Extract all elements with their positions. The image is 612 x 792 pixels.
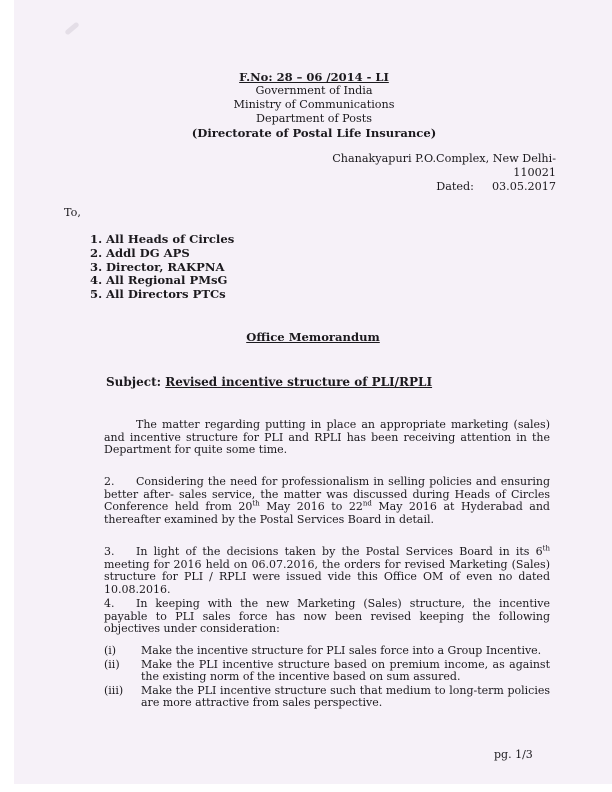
page-number: pg. 1/3	[494, 748, 533, 761]
letterhead	[164, 70, 464, 140]
department-line: Department of Posts	[256, 112, 372, 125]
ministry-line: Ministry of Communications	[233, 98, 395, 111]
recipient-item: 3. Director, RAKPNA	[90, 259, 225, 274]
file-number: F.No: 28 – 06 /2014 - LI	[239, 70, 389, 84]
subject-label: Subject:	[106, 375, 162, 389]
recipient-list	[90, 233, 234, 302]
scan-smudge	[64, 21, 79, 35]
subject-line	[106, 375, 432, 389]
recipient-item: 5. All Directors PTCs	[90, 287, 226, 302]
address-block	[292, 152, 556, 194]
paragraph-2: 2. Considering the need for professionalism in selling policies and ensuring better after- sales service, the matter was discussed during Heads of Circles Conference held from 20th May 2016 to 22nd May 2016 at Hyderabad and thereafter examined by the Postal Services Board in detail.	[104, 475, 550, 526]
recipient-item: 1. All Heads of Circles	[90, 232, 235, 246]
directorate-line: (Directorate of Postal Life Insurance)	[191, 126, 437, 140]
objective-item: (iii) Make the PLI incentive structure such that medium to long-term policies are more attractive from sales perspective.	[104, 683, 550, 710]
paragraph-3: 3. In light of the decisions taken by the Postal Services Board in its 6th meeting for 2016 held on 06.07.2016, the orders for revised Marketing (Sales) structure for PLI / RPLI were issued vide this Office OM of even no dated 10.08.2016.	[104, 544, 550, 596]
dated-label: Dated:	[436, 180, 474, 193]
document-page	[14, 0, 612, 784]
objective-item: (i) Make the incentive structure for PLI sales force into a Group Incentive.	[104, 644, 542, 657]
office-address: Chanakyapuri P.O.Complex, New Delhi-110021	[332, 152, 556, 179]
recipient-item: 2. Addl DG APS	[90, 245, 190, 260]
paragraph-4: 4. In keeping with the new Marketing (Sales) structure, the incentive payable to PLI sales force has now been revised keeping the following objectives under consideration:	[104, 597, 550, 636]
government-line: Government of India	[255, 84, 373, 97]
date-line	[292, 180, 556, 194]
paragraph-1: The matter regarding putting in place an appropriate marketing (sales) and incentive structure for PLI and RPLI has been receiving attention in the Department for quite some time.	[104, 418, 550, 457]
subject-text: Revised incentive structure of PLI/RPLI	[165, 375, 433, 389]
memo-title: Office Memorandum	[246, 330, 380, 344]
date-value: 03.05.2017	[491, 180, 556, 193]
objectives-list	[104, 645, 550, 711]
salutation: To,	[64, 206, 81, 219]
objective-item: (ii) Make the PLI incentive structure based on premium income, as against the existing norm of the incentive based on sum assured.	[104, 657, 550, 684]
recipient-item: 4. All Regional PMsG	[90, 273, 228, 288]
